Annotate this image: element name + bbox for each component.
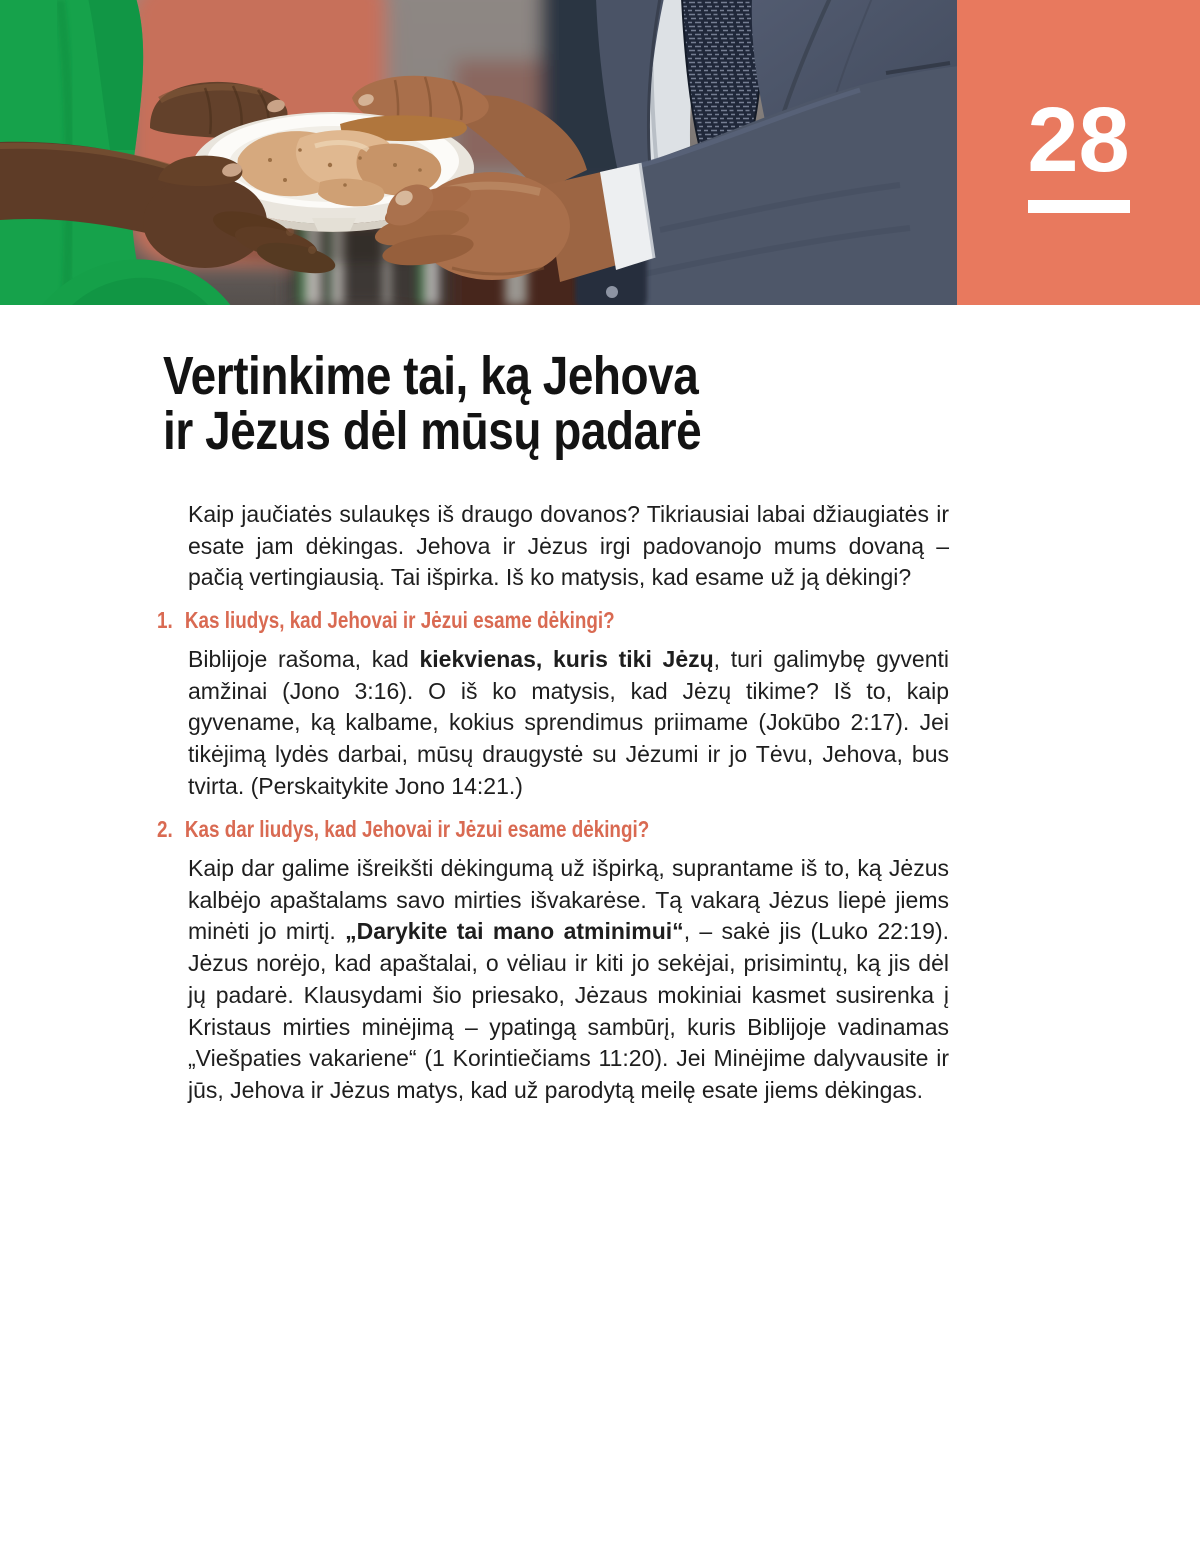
chapter-photo [0,0,957,305]
chapter-number-box [957,0,1200,305]
question-1-heading [157,605,806,637]
title-line-1: Vertinkime tai, ką Jehova [163,346,699,406]
paragraph-1-segment-3: , turi galimybę gyventi amžinai (Jono 3:16). O iš ko matysis, kad Jėzų tikime? Iš to, kaip gyvename, ką kalbame, kokius sprendimus priimame (Jokūbo 2:17). Jei tikėjimą lydės darbai, mūsų draugystė su Jėzumi ir jo Tėvu, Jehova, bus tvirta. (Perskaitykite Jono 14:21.) [188,645,949,799]
paragraph-2-segment-2-bold: „Darykite tai mano atminimui“ [345,918,684,945]
question-2-number: 2. [157,816,173,843]
paragraph-1-segment-1: Biblijoje rašoma, kad [188,645,420,672]
paragraph-1 [188,644,949,803]
question-1-text: Kas liudys, kad Jehovai ir Jėzui esame dėkingi? [184,607,615,634]
title-line-2: ir Jėzus dėl mūsų padarė [163,401,702,461]
question-2-text: Kas dar liudys, kad Jehovai ir Jėzui esame dėkingi? [184,816,650,843]
chapter-number: 28 [1027,89,1130,191]
memorial-emblems-photo-illustration [0,0,957,305]
paragraph-2 [188,853,949,1107]
paragraph-2-segment-1: Kaip dar galime išreikšti dėkingumą už išpirką, suprantame iš to, ką Jėzus kalbėjo apaštalams savo mirties išvakarėse. Tą vakarą Jėzus liepė jiems minėti jo mirtį. [188,855,949,945]
paragraph-2-segment-3: , – sakė jis (Luko 22:19). Jėzus norėjo, kad apaštalai, o vėliau ir kiti jo sekėjai, prisimintų, ką jis dėl jų padarė. Klausydami šio priesako, Jėzaus mokiniai kasmet susirenka į Kristaus mirties minėjimą – ypatingą sambūrį, kuris Biblijoje vadinamas „Viešpaties vakariene“ (1 Korintiečiams 11:20). Jei Minėjime dalyvausite ir jūs, Jehova ir Jėzus matys, kad už parodytą meilę esate jiems dėkingas. [188,918,949,1103]
question-2-heading [157,814,806,846]
chapter-underline [1028,200,1130,213]
intro-paragraph: Kaip jaučiatės sulaukęs iš draugo dovanos? Tikriausiai labai džiaugiatės ir esate jam dėkingas. Jehova ir Jėzus irgi padovanojo mums dovaną – pačią vertingiausią. Tai išpirka. Iš ko matysis, kad esame už ją dėkingi? [188,501,949,591]
article-column [157,305,949,1107]
question-1-number: 1. [157,607,173,634]
page-title [163,346,831,461]
paragraph-1-segment-2-bold: kiekvienas, kuris tiki Jėzų [419,645,714,672]
